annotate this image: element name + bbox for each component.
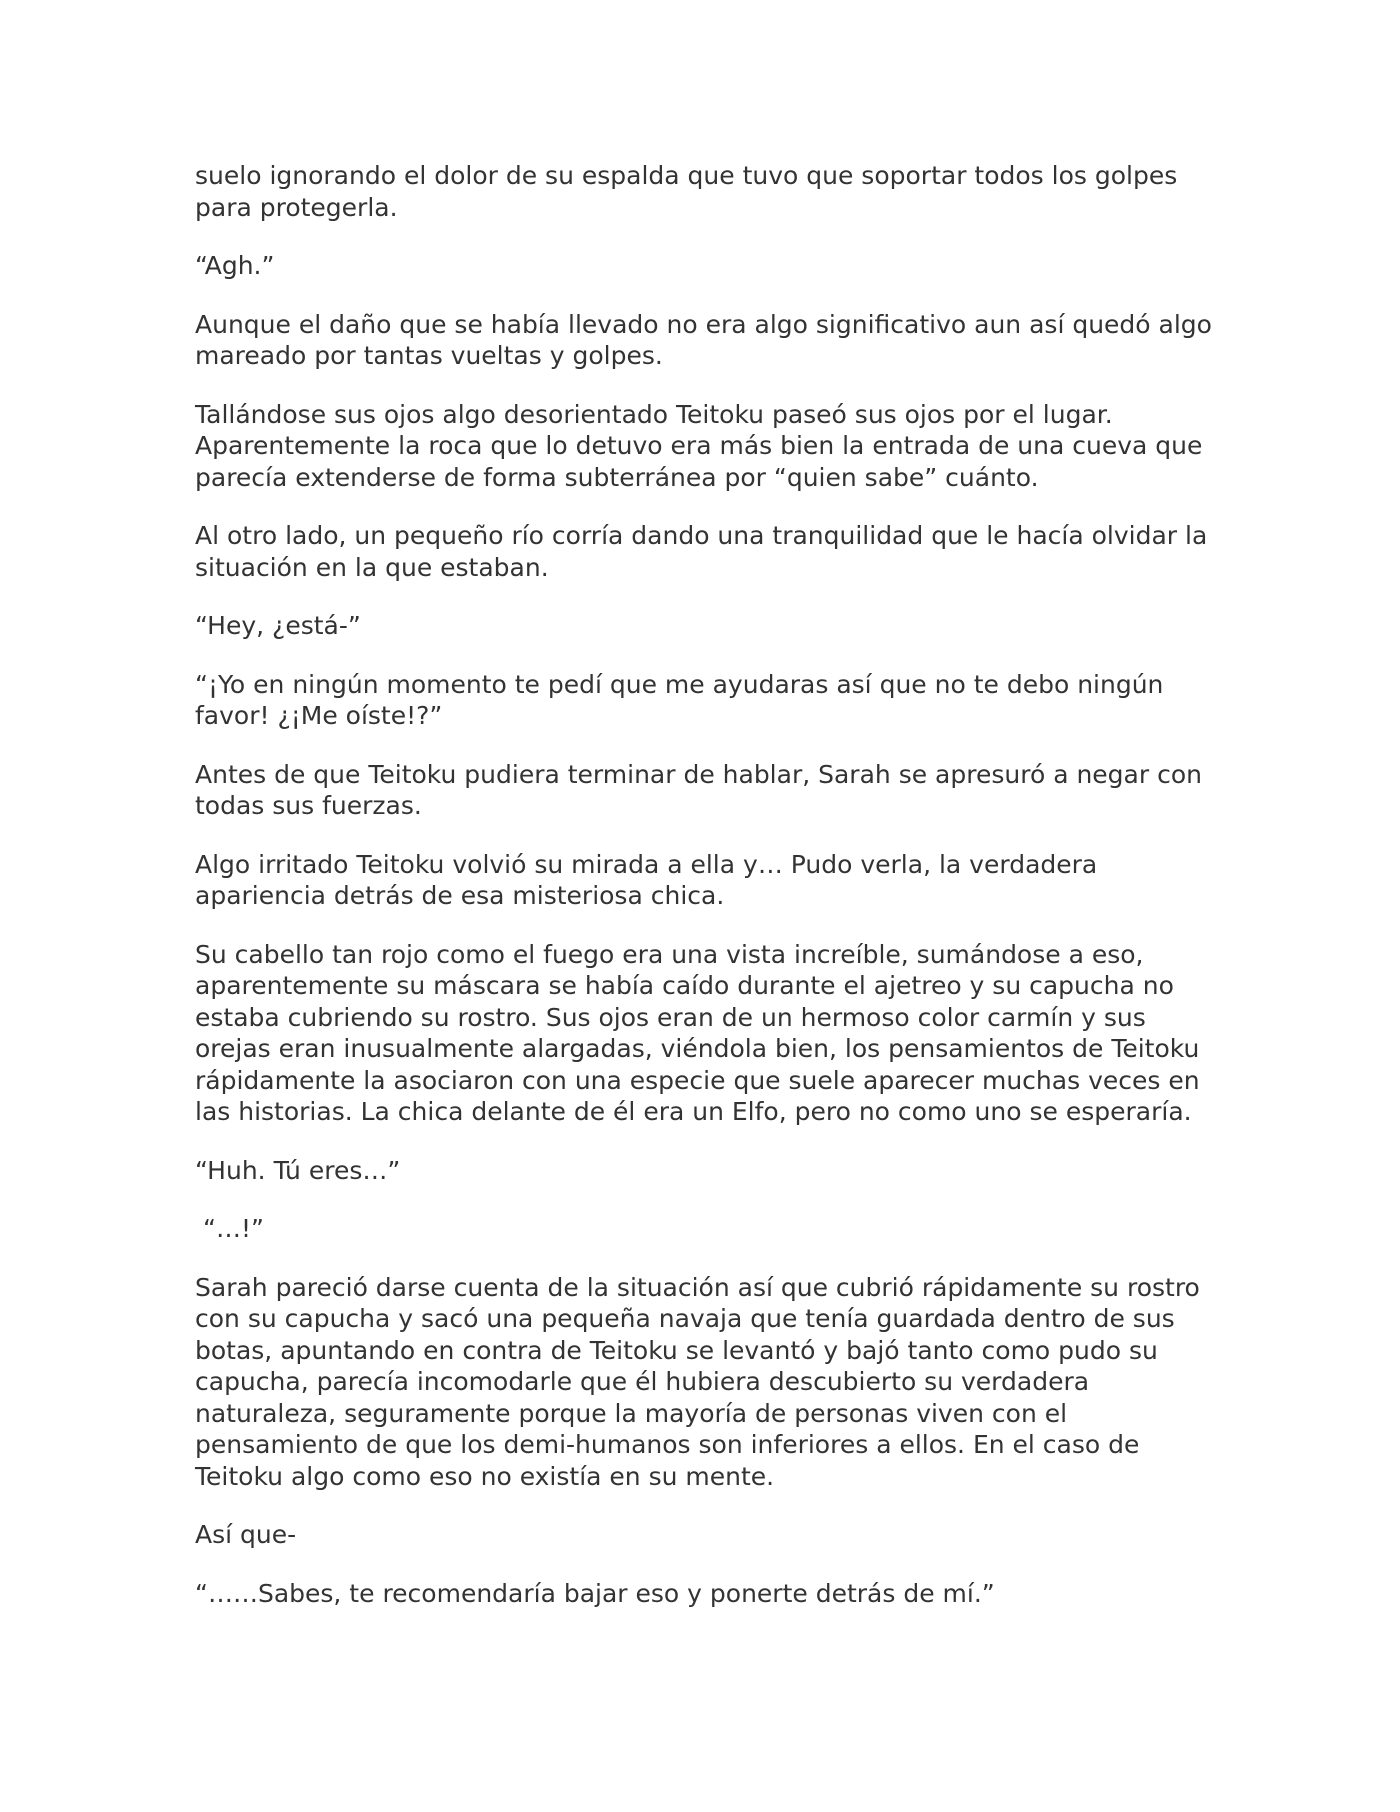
paragraph: Aunque el daño que se había llevado no era algo significativo aun así quedó algo mareado por tantas vueltas y golpes. (195, 309, 1212, 370)
paragraph: “¡Yo en ningún momento te pedí que me ayudaras así que no te debo ningún favor! ¿¡Me oíste!?” (195, 669, 1164, 730)
paragraph: Algo irritado Teitoku volvió su mirada a ella y… Pudo verla, la verdadera apariencia detrás de esa misteriosa chica. (195, 849, 1098, 910)
paragraph: Al otro lado, un pequeño río corría dando una tranquilidad que le hacía olvidar la situación en la que estaban. (195, 521, 1208, 582)
paragraph: suelo ignorando el dolor de su espalda que tuvo que soportar todos los golpes para protegerla. (195, 161, 1178, 222)
paragraph: Sarah pareció darse cuenta de la situación así que cubrió rápidamente su rostro con su capucha y sacó una pequeña navaja que tenía guardada dentro de sus botas, apuntando en contra de Teitoku se levantó y bajó tanto como pudo su capucha, parecía incomodarle que él hubiera descubierto su verdadera naturaleza, seguramente porque la mayoría de personas viven con el pensamiento de que los demi-humanos son inferiores a ellos. En el caso de Teitoku algo como eso no existía en su mente. (195, 1272, 1200, 1491)
paragraph: Antes de que Teitoku pudiera terminar de hablar, Sarah se apresuró a negar con todas sus fuerzas. (195, 759, 1202, 820)
paragraph: “…!” (203, 1214, 264, 1243)
paragraph: Así que- (195, 1520, 297, 1549)
paragraph: “Huh. Tú eres…” (195, 1155, 401, 1185)
paragraph: Tallándose sus ojos algo desorientado Teitoku paseó sus ojos por el lugar. Aparentemente la roca que lo detuvo era más bien la entrada de una cueva que parecía extenderse de forma subterránea por “quien sabe” cuánto. (195, 399, 1203, 492)
paragraph: Su cabello tan rojo como el fuego era una vista increíble, sumándose a eso, aparentemente su máscara se había caído durante el ajetreo y su capucha no estaba cubriendo su rostro. Sus ojos eran de un hermoso color carmín y sus orejas eran inusualmente alargadas, viéndola bien, los pensamientos de Teitoku rápidamente la asociaron con una especie que suele aparecer muchas veces en las historias. La chica delante de él era un Elfo, pero no como uno se esperaría. (195, 939, 1200, 1126)
document-body (195, 160, 1215, 1636)
paragraph: “Hey, ¿está-” (195, 611, 361, 640)
paragraph: “Agh.” (195, 251, 275, 280)
paragraph: “……Sabes, te recomendaría bajar eso y ponerte detrás de mí.” (195, 1578, 995, 1608)
